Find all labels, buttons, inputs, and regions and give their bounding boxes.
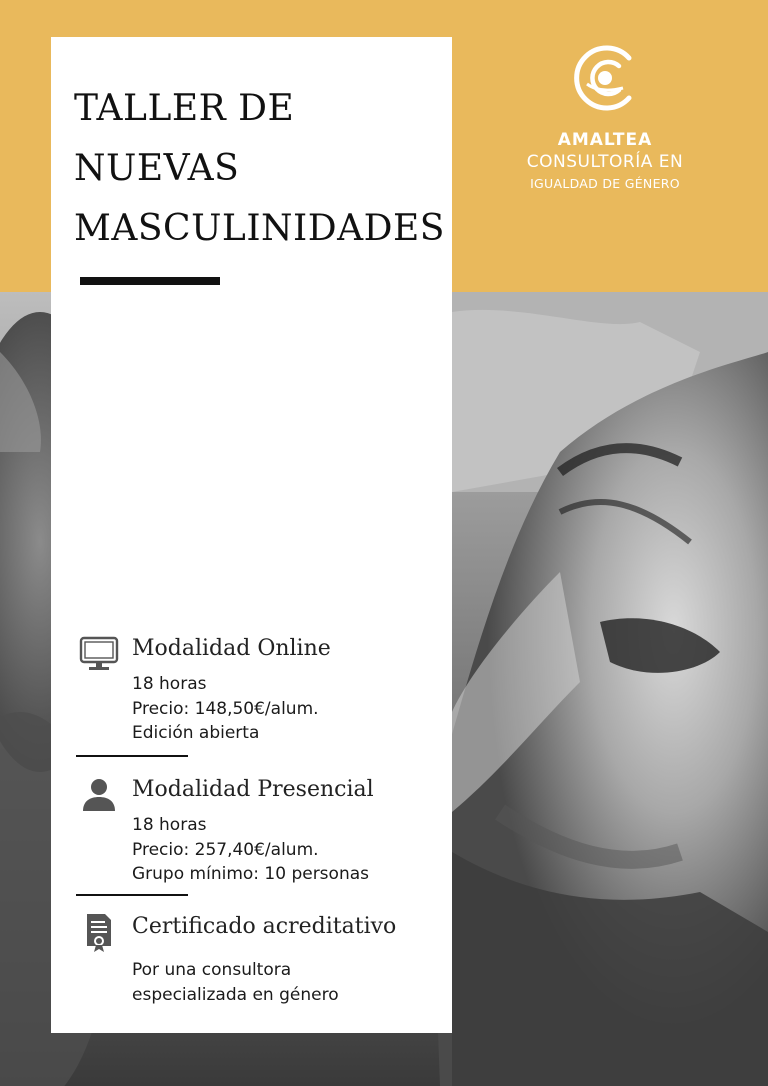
section-online-line-3: Edición abierta	[132, 723, 260, 743]
section-certificado-line-1: Por una consultora	[132, 960, 292, 980]
monitor-icon	[79, 634, 119, 674]
divider-2	[76, 894, 188, 896]
title-line-1: TALLER DE	[74, 88, 295, 129]
brand-subtitle-2: IGUALDAD DE GÉNERO	[530, 176, 680, 191]
divider-1	[76, 755, 188, 757]
title-line-3: MASCULINIDADES	[74, 208, 445, 249]
brand-subtitle-1: CONSULTORÍA EN	[526, 152, 684, 172]
brand-block	[495, 40, 715, 191]
info-card	[51, 37, 452, 1033]
section-online-line-1: 18 horas	[132, 674, 207, 694]
title-underline	[80, 277, 220, 285]
section-certificado-line-2: especializada en género	[132, 984, 339, 1005]
amaltea-logo-icon	[567, 40, 643, 116]
brand-name: AMALTEA	[557, 130, 653, 150]
section-presencial-heading: Modalidad Presencial	[132, 777, 374, 802]
section-presencial-line-3: Grupo mínimo: 10 personas	[132, 864, 369, 884]
page-title	[74, 79, 445, 259]
certificate-icon	[79, 912, 119, 952]
person-icon	[79, 775, 119, 815]
section-presencial-line-2: Precio: 257,40€/alum.	[132, 839, 319, 860]
title-line-2: NUEVAS	[74, 148, 240, 189]
section-online-line-2: Precio: 148,50€/alum.	[132, 698, 319, 719]
section-certificado-heading: Certificado acreditativo	[132, 914, 397, 939]
section-presencial-line-1: 18 horas	[132, 815, 207, 835]
section-online-heading: Modalidad Online	[132, 636, 331, 661]
